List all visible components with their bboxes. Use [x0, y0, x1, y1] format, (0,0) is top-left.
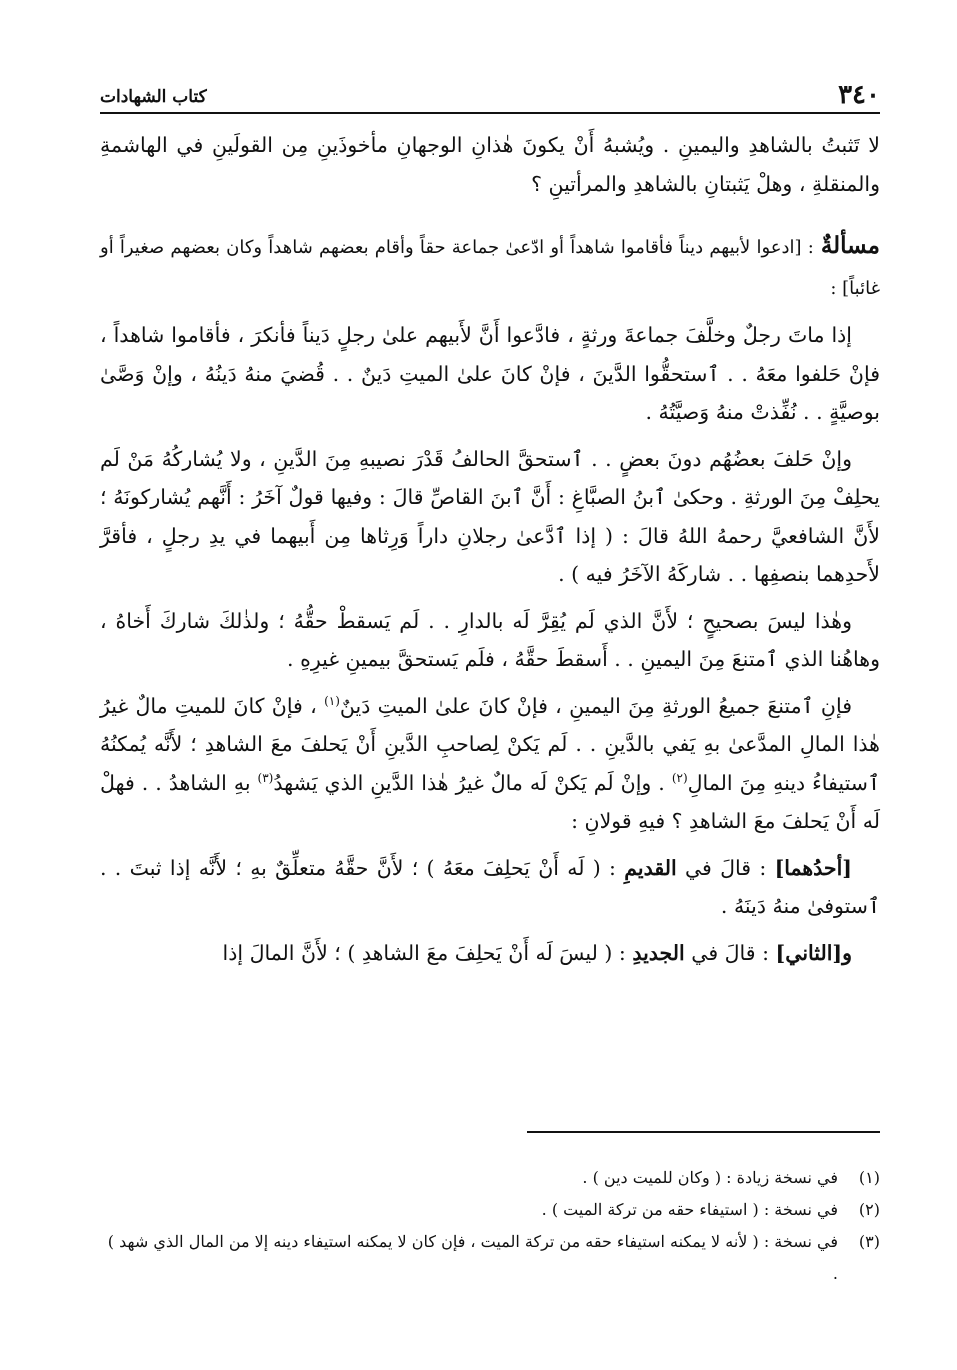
- paragraph-7: [100, 934, 880, 973]
- footnote-divider: [527, 1131, 880, 1133]
- new-doctrine-label: الجديدِ: [632, 940, 685, 965]
- paragraph-7-part-a: : قالَ في: [684, 940, 776, 965]
- paragraph-4: وهٰذا ليسَ بصحيحٍ ؛ لأَنَّ الذي لَم يُقِرَّ لَه بالدارِ . . لَم يَسقطْ حقُّهُ ؛ ولذٰلكَ شاركَ أَخاهُ ، وهاهُنا الذي ٱمتنعَ مِنَ اليمينِ . . أَسقطَ حقَّهُ ، فلَم يَستحقَّ بيمينِ غيرِهِ .: [100, 608, 880, 671]
- footnote-number: (١): [858, 1168, 880, 1187]
- paragraph-5-part-c: . وإنْ لَم يَكنْ لَه مالٌ غيرُ هٰذا الدَّينِ الذي يَشهدُ: [273, 770, 672, 795]
- footnotes: [100, 1162, 880, 1290]
- footnote-text: في نسخة : ( استيفاء حقه من تركة الميت ) .: [541, 1200, 838, 1219]
- paragraph-5-part-b: ، فإنْ كانَ للميتِ مالٌ غيرُ هٰذا المالِ المدَّعىٰ بهِ يَفي بالدَّينِ . . لَم يَكنْ لِصاحبِ الدَّينِ أَنْ يَحلفَ معَ الشاهدِ ؛ لأَنَّه يُمكنُهُ ٱستيفاءُ دينهِ مِنَ المالِ: [100, 693, 880, 795]
- paragraph-6: [100, 849, 880, 926]
- footnote-text: في نسخة : ( لأنه لا يمكنه استيفاء حقه من تركة الميت ، فإن كان لا يمكنه استيفاء دينه إلا من المال الذي شهد ) .: [107, 1232, 838, 1283]
- footnote-number: (٣): [858, 1232, 880, 1251]
- footnote-ref-3[interactable]: (٣): [257, 770, 274, 785]
- second-opinion-label: و[الثاني]: [775, 940, 852, 965]
- paragraph-2: إذا ماتَ رجلٌ وخلَّفَ جماعةَ ورثةٍ ، فادَّعوا أَنَّ لأَبيهم علىٰ رجلٍ دَيناً فأنكرَ ، فأقاموا شاهداً ، فإنْ حَلفوا معَهُ . . ٱستحقُّوا الدَّينَ ، فإنْ كانَ علىٰ الميتِ دَينٌ . . قُضيَ منهُ دَينُهُ ، وإنْ وَصَّىٰ بوصيَّةٍ . . نُفِّذتْ منهُ وَصيَّتُهُ .: [100, 323, 880, 424]
- paragraph-5-part-a: فإنِ ٱمتنعَ جميعُ الورثةِ مِنَ اليمينِ ، فإنْ كانَ علىٰ الميتِ دَينٌ: [339, 693, 852, 718]
- running-title: كتاب الشهادات: [100, 87, 207, 107]
- old-doctrine-label: القديمِ: [624, 855, 677, 880]
- page-header: [100, 78, 880, 114]
- paragraph-5-part-d: بهِ الشاهدُ . . فهلْ لَه أَنْ يَحلفَ معَ الشاهدِ ؟ فيهِ قولانِ :: [100, 770, 880, 833]
- paragraph-6-part-b: : ( لَه أَنْ يَحلِفَ معَهُ ) ؛ لأَنَّ حقَّهُ متعلِّقٌ بهِ ؛ لأَنَّه إذا ثبتَ . . ٱستوفىٰ منهُ دَينَهُ .: [100, 855, 880, 918]
- main-text: [100, 126, 880, 980]
- footnote-ref-2[interactable]: (٢): [671, 770, 688, 785]
- first-opinion-label: [أحدُهما]: [774, 855, 852, 880]
- paragraph-1: لا تَثبتُ بالشاهدِ واليمينِ . ويُشبهُ أَنْ يكونَ هٰذانِ الوجهانِ مأخوذَينِ مِن القولَينِ في الهاشمةِ والمنقلةِ ، وهلْ يَثبتانِ بالشاهدِ والمرأتينِ ؟: [100, 133, 880, 196]
- paragraph-6-part-a: : قالَ في: [676, 855, 775, 880]
- footnote-ref-1[interactable]: (١): [324, 693, 340, 708]
- footnote-3: [100, 1226, 880, 1290]
- page-number: ٣٤٠: [838, 80, 880, 110]
- footnote-number: (٢): [858, 1200, 880, 1219]
- issue-label: مسألةٌ: [820, 232, 880, 259]
- footnote-1: [100, 1162, 880, 1194]
- footnote-text: في نسخة زيادة : ( وكان للميت دين ) .: [582, 1168, 838, 1187]
- paragraph-5: [100, 687, 880, 841]
- paragraph-3: وإنْ حَلفَ بعضُهُم دونَ بعضٍ . . ٱستحقَّ الحالفُ قَدْرَ نصيبهِ مِنَ الدَّينِ ، ولا يُشاركُهُ مَنْ لَم يحلِفْ مِنَ الورثةِ . وحكىٰ ٱبنُ الصبَّاغِ : أَنَّ ٱبنَ القاصِّ قالَ : وفيها قولٌ آخَرُ : أَنَّهم يُشاركونَهُ ؛ لأَنَّ الشافعيَّ رحمهُ اللهُ قالَ : ( إذا ٱدَّعىٰ رجلانِ داراً وَرِثاها مِن أَبيهما في يدِ رجلٍ ، فأقرَّ لأَحدِهما بنصفِها . . شاركَهُ الآخَرُ فيه ) .: [100, 446, 880, 586]
- paragraph-7-part-b: : ( ليسَ لَه أَنْ يَحلِفَ معَ الشاهدِ ) ؛ لأَنَّ المالَ إذا: [222, 940, 633, 965]
- issue-title: : [ادعوا لأبيهم ديناً فأقاموا شاهداً أو ادّعىٰ جماعة حقاً وأقام بعضهم شاهداً وكان بعضهم صغيراً أو غائباً] :: [100, 237, 880, 299]
- footnote-2: [100, 1194, 880, 1226]
- issue-heading: [100, 227, 880, 308]
